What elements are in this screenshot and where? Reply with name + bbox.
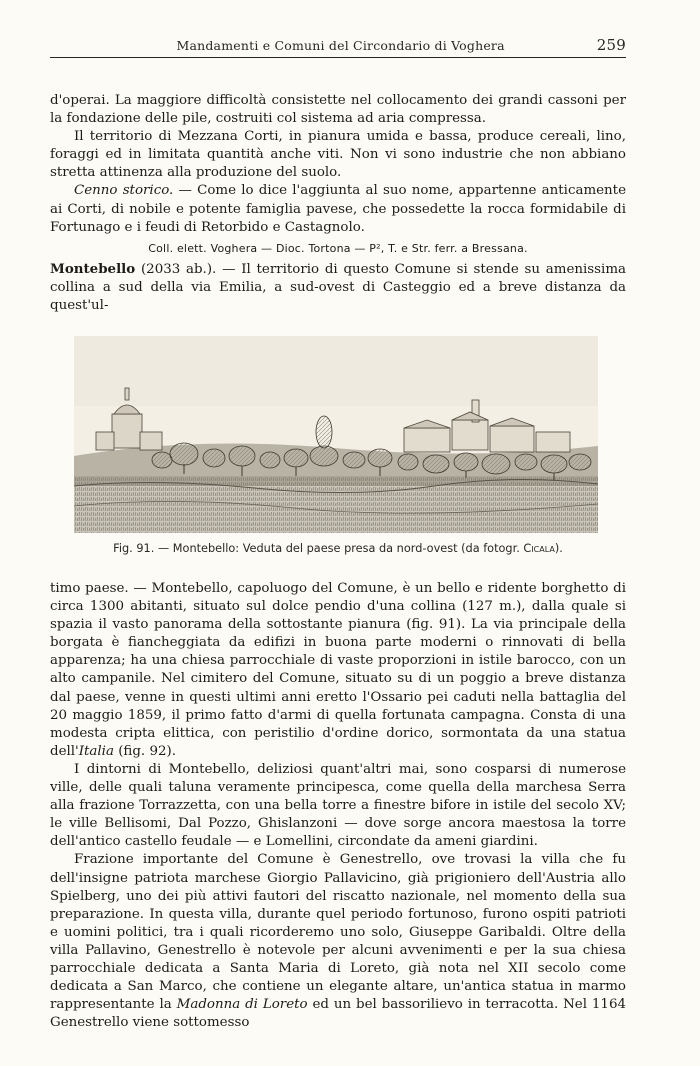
caption-end: ).: [554, 542, 563, 555]
landscape-illustration: [74, 336, 598, 533]
paragraph-history: [50, 182, 626, 236]
genestrello-text: Frazione importante del Comune è Genestrello, ove trovasi la villa che fu dell'insigne patriota marchese Giorgio Pallavicino, già prigioniero dell'Austria allo Spielberg, uno dei più attivi fautori del riscatto nazionale, nel momento della sua preparazione. In questa villa, durante quel periodo fortunoso, furono ospiti patrioti e uomini politici, tra i quali ricorderemo uno solo, Giuseppe Garibaldi. Oltre della villa Pallavino, Genestrello è notevole per alcuni avvenimenti e per la sua chiesa parrocchiale dedicata a Santa Maria di Loreto, già nota nel XII secolo come dedicata a San Marco, che contiene un elegante altare, un'antica statua in marmo rappresentante la: [50, 852, 626, 1013]
paragraph-genestrello: [50, 851, 626, 1032]
page-number: 259: [596, 36, 626, 54]
electoral-credit-line: Coll. elett. Voghera — Dioc. Tortona — P², T. e Str. ferr. a Bressana.: [148, 241, 528, 255]
figure-caption: [50, 542, 626, 555]
entry-heading: Montebello: [50, 261, 136, 277]
genestrello-end: ed un bel bassorilievo in terracotta. Nel 1164 Genestrello viene sottomesso: [50, 997, 626, 1031]
history-label: Cenno storico.: [74, 183, 174, 199]
description-italic: Italia: [78, 743, 114, 759]
description-end: (fig. 92).: [113, 743, 176, 759]
figure-engraving: [74, 336, 598, 533]
text-block-montebello-intro: [50, 260, 626, 315]
genestrello-italic: Madonna di Loreto: [176, 997, 308, 1013]
running-title: Mandamenti e Comuni del Circondario di Voghera: [176, 38, 505, 53]
caption-text: Fig. 91. — Montebello: Veduta del paese presa da nord-ovest (da fotogr.: [113, 542, 524, 555]
text-block-body: [50, 580, 626, 1032]
caption-photographer: Cicala: [523, 542, 555, 555]
running-header: [50, 36, 626, 58]
description-text: timo paese. — Montebello, capoluogo del Comune, è un bello e ridente borghetto di circa 1300 abitanti, situato sul dolce pendio d'una collina (127 m.), dalla quale si spazia il vasto panorama della sottostante pianura (fig. 91). La via principale della borgata è fiancheggiata da edifizi in buona parte moderni o rinnovati di bella apparenza; ha una chiesa parrocchiale di vaste proporzioni in istile barocco, con un alto campanile. Nel cimitero del Comune, situato su di un poggio a breve distanza dal paese, venne in questi ultimi anni eretto l'Ossario pei caduti nella battaglia del 20 maggio 1859, il primo fatto d'armi di quella fortunata campagna. Consta di una modesta cripta elittica, con peristilio d'ordine dorico, sormontata da una statua dell': [50, 581, 626, 759]
paragraph-surroundings: I dintorni di Montebello, deliziosi quant'altri mai, sono cosparsi di numerose ville, delle quali taluna veramente principesca, come quella della marchesa Serra alla frazione Torrazzetta, con una bella torre a finestre bifore in istile del secolo XV; le ville Bellisomi, Dal Pozzo, Ghislanzoni — dove sorge ancora maestosa la torre dell'antico castello feudale — e Lomellini, circondate da ameni giardini.: [50, 761, 626, 850]
paragraph-territory: Il territorio di Mezzana Corti, in pianura umida e bassa, produce cereali, lino, foraggi ed in limitata quantità anche viti. Non vi sono industrie che non abbiano stretta attinenza alla produzione del suolo.: [50, 129, 626, 181]
paragraph-continuation: d'operai. La maggiore difficoltà consistette nel collocamento dei grandi cassoni per la fondazione delle pile, costruiti col sistema ad aria compressa.: [50, 93, 626, 127]
paragraph-montebello-intro: [50, 260, 626, 315]
paragraph-montebello-description: [50, 580, 626, 761]
text-block-top: [50, 92, 626, 258]
entry-intro-text: — Il territorio di questo Comune si stende su amenissima collina a sud della via Emilia, a sud-ovest di Casteggio ed a breve distanza da quest'ul-: [50, 262, 627, 314]
entry-population: (2033 ab.).: [140, 262, 217, 277]
history-text: — Come lo dice l'aggiunta al suo nome, appartenne anticamente ai Corti, di nobile e potente famiglia pavese, che possedette la rocca formidabile di Fortunago e i feudi di Retorbido e Castagnolo.: [50, 183, 626, 235]
